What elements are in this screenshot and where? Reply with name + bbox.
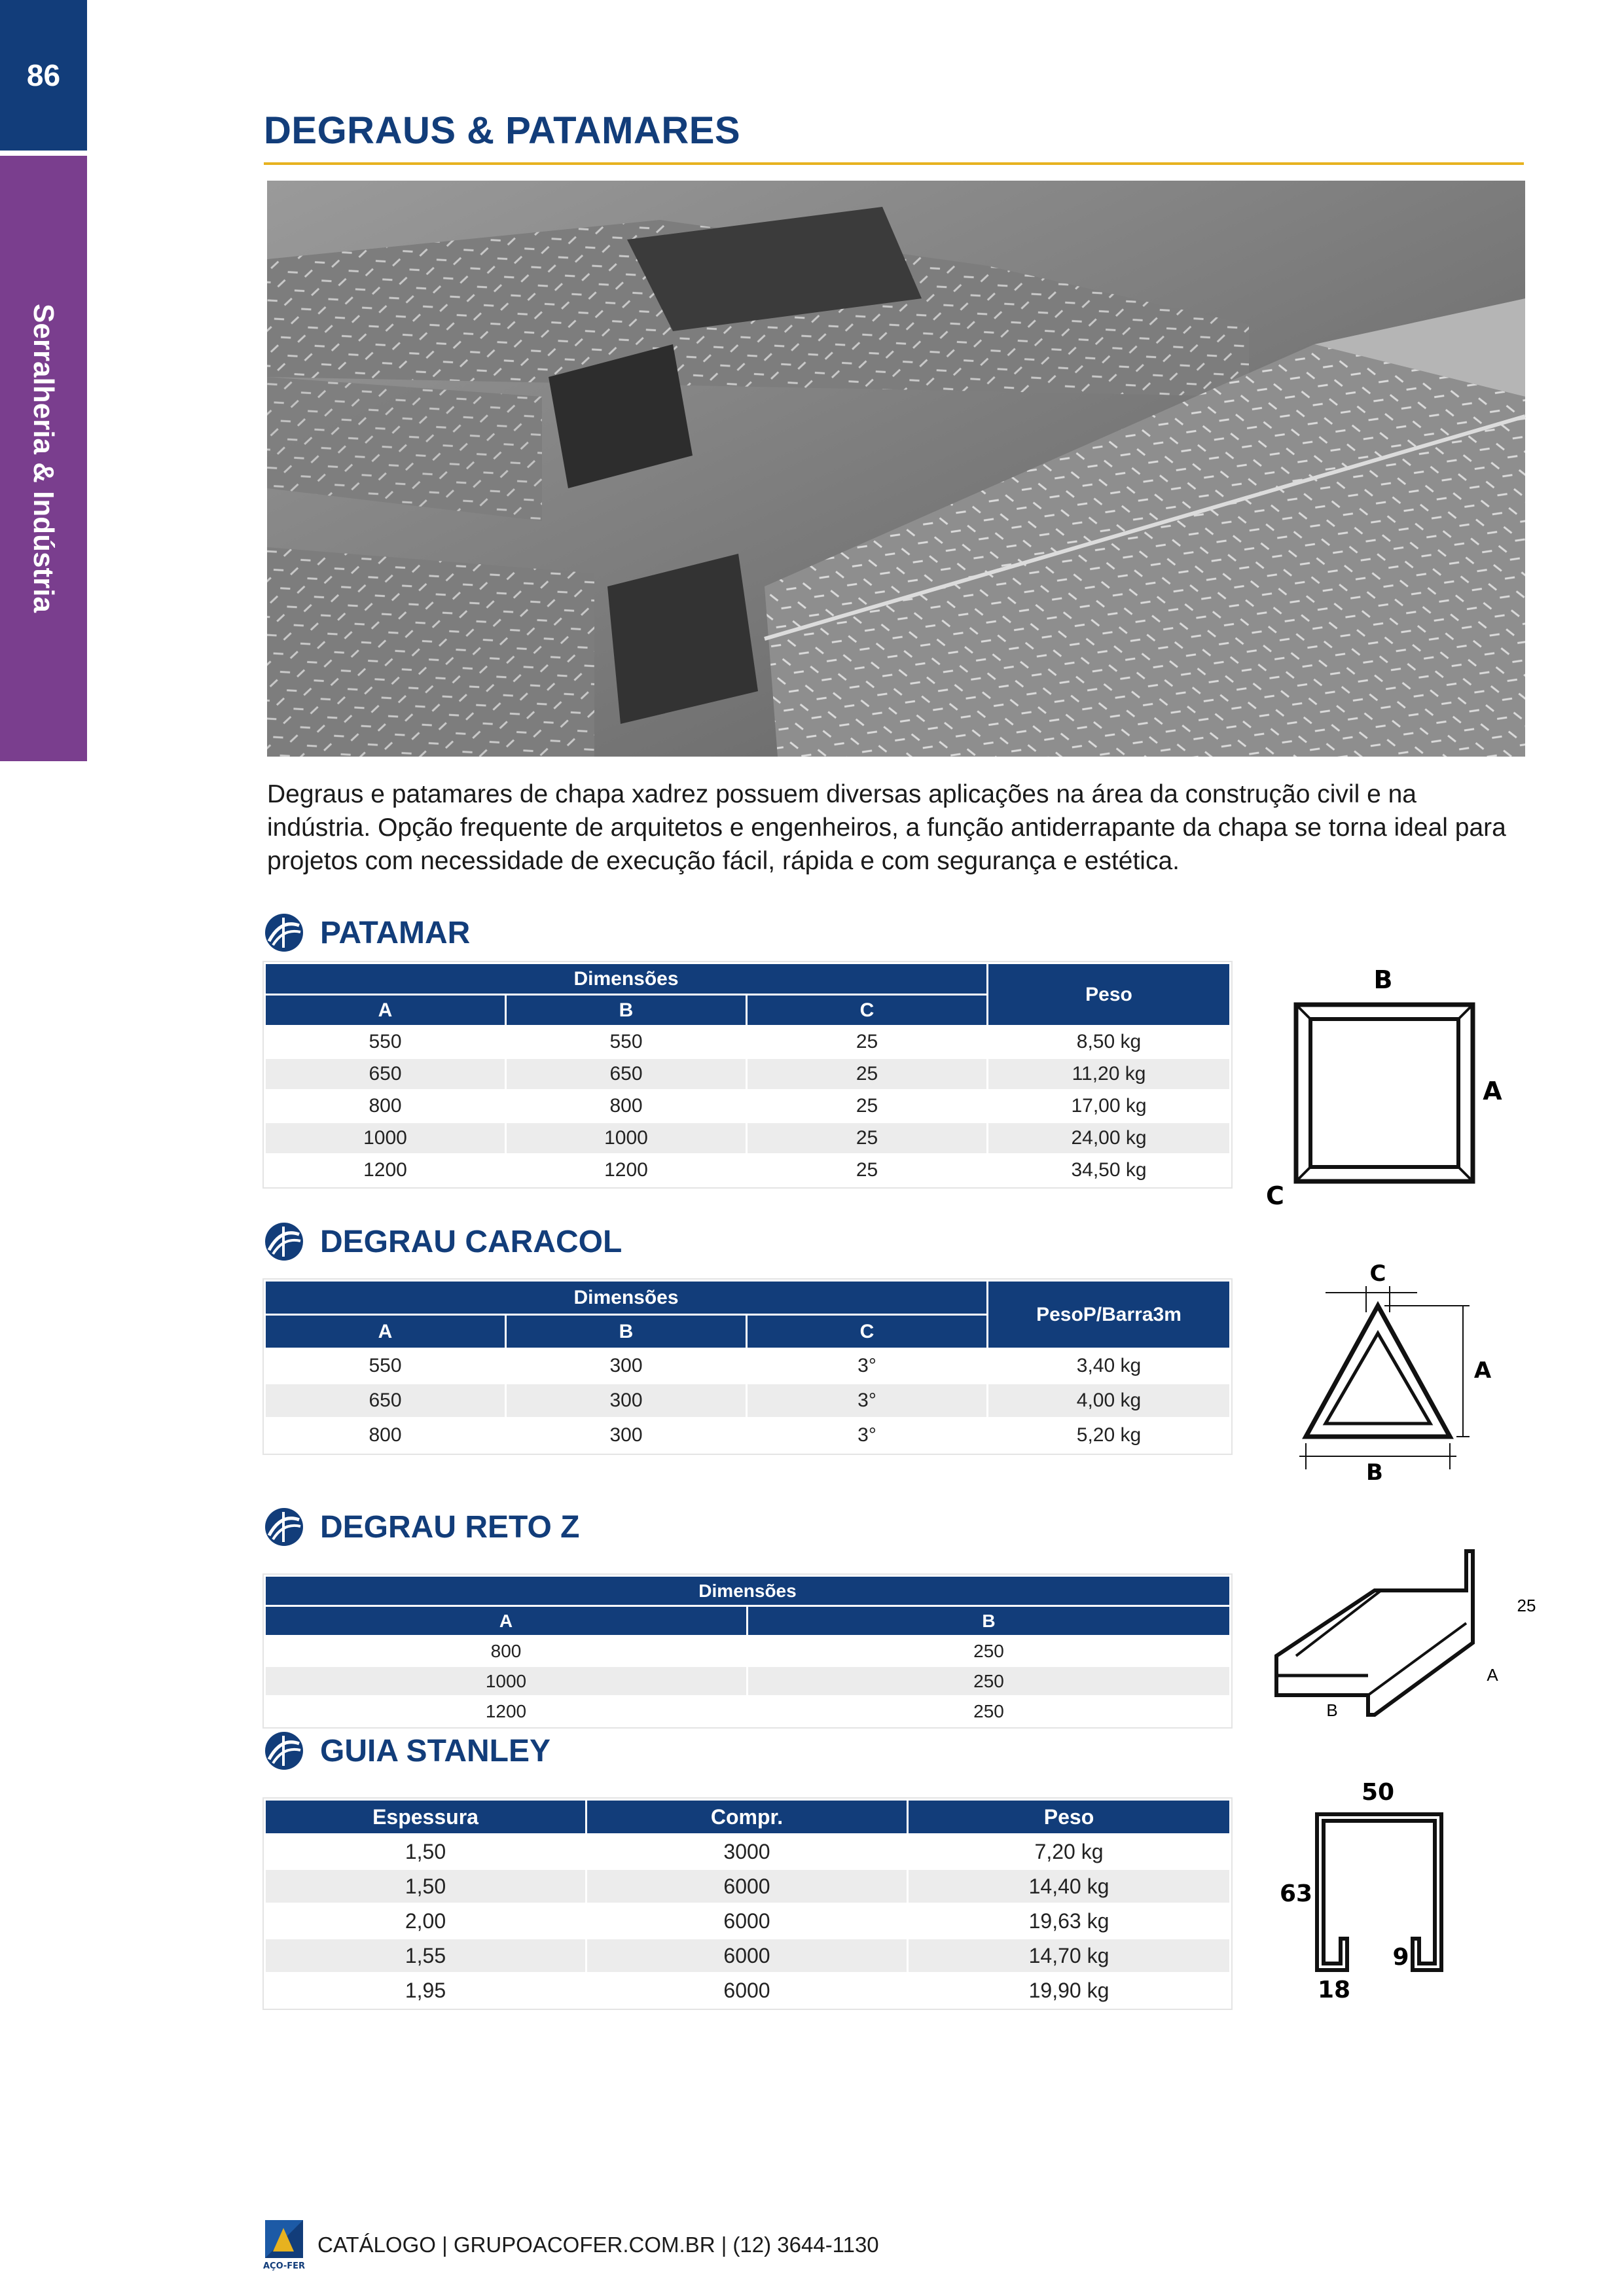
table-group-header: Dimensões	[265, 1576, 1231, 1606]
table-cell: 1000	[265, 1122, 506, 1155]
footer-text: CATÁLOGO | GRUPOACOFER.COM.BR | (12) 3644-1130	[317, 2233, 879, 2257]
table-row	[265, 1384, 1231, 1418]
patamar-heading	[264, 910, 470, 956]
table-cell: 25	[747, 1090, 988, 1122]
page-title: DEGRAUS & PATAMARES	[264, 109, 741, 152]
table-cell: 650	[265, 1384, 506, 1418]
table-cell: 14,40 kg	[908, 1869, 1231, 1904]
table-cell: 3,40 kg	[988, 1349, 1231, 1384]
table-cell: 1,95	[265, 1973, 586, 2008]
stanley-title: GUIA STANLEY	[320, 1733, 551, 1768]
table-header-weight: PesoP/Barra3m	[988, 1281, 1231, 1349]
drawing-label-a: A	[1473, 1357, 1492, 1384]
table-cell: 800	[506, 1090, 747, 1122]
table-cell: 800	[265, 1636, 748, 1666]
drawing-label-50: 50	[1361, 1779, 1395, 1806]
table-cell: 34,50 kg	[988, 1155, 1231, 1187]
table-cell: 250	[748, 1636, 1231, 1666]
table-row	[265, 1666, 1231, 1696]
table-cell: 19,90 kg	[908, 1973, 1231, 2008]
table-cell: 7,20 kg	[908, 1835, 1231, 1869]
drawing-label-a: A	[1483, 1077, 1502, 1105]
table-row	[265, 1904, 1231, 1939]
table-cell: 1200	[506, 1155, 747, 1187]
reto-z-drawing	[1270, 1545, 1545, 1741]
table-row	[265, 1026, 1231, 1058]
table-cell: 1000	[265, 1666, 748, 1696]
table-cell: 800	[265, 1418, 506, 1453]
reto-z-heading	[264, 1504, 579, 1550]
table-cell: 25	[747, 1122, 988, 1155]
reto-z-table	[264, 1575, 1231, 1727]
table-cell: 250	[748, 1666, 1231, 1696]
table-header-weight: Peso	[988, 963, 1231, 1026]
drawing-label-25: 25	[1517, 1596, 1536, 1615]
section-tab-label: Serralheria & Indústria	[27, 304, 60, 613]
drawing-label-c: C	[1369, 1261, 1386, 1287]
table-cell: 3°	[747, 1418, 988, 1453]
page-number: 86	[0, 0, 87, 151]
table-row	[265, 1939, 1231, 1973]
caracol-drawing	[1280, 1260, 1496, 1486]
title-rule	[264, 162, 1524, 165]
footer-logo-text: AÇO-FER	[262, 2261, 306, 2271]
table-cell: 250	[748, 1696, 1231, 1727]
brand-logo-icon	[264, 1731, 304, 1771]
table-cell: 1000	[506, 1122, 747, 1155]
table-header-b: B	[748, 1606, 1231, 1636]
acofer-logo-icon	[264, 2219, 304, 2271]
table-row	[265, 1835, 1231, 1869]
drawing-label-b: B	[1373, 965, 1393, 994]
table-cell: 550	[265, 1026, 506, 1058]
table-row	[265, 1090, 1231, 1122]
table-cell: 19,63 kg	[908, 1904, 1231, 1939]
table-header-a: A	[265, 1606, 748, 1636]
caracol-heading	[264, 1219, 622, 1265]
table-cell: 1,50	[265, 1869, 586, 1904]
table-cell: 1200	[265, 1155, 506, 1187]
caracol-title: DEGRAU CARACOL	[320, 1224, 623, 1259]
section-tab	[0, 156, 87, 761]
table-cell: 3000	[586, 1835, 908, 1869]
table-cell: 6000	[586, 1904, 908, 1939]
table-cell: 25	[747, 1155, 988, 1187]
table-header-a: A	[265, 1315, 506, 1349]
stanley-table	[264, 1799, 1231, 2009]
table-row	[265, 1122, 1231, 1155]
table-cell: 11,20 kg	[988, 1058, 1231, 1090]
table-cell: 650	[265, 1058, 506, 1090]
table-cell: 550	[506, 1026, 747, 1058]
table-cell: 14,70 kg	[908, 1939, 1231, 1973]
table-header-espessura: Espessura	[265, 1800, 586, 1835]
table-row	[265, 1058, 1231, 1090]
table-cell: 24,00 kg	[988, 1122, 1231, 1155]
product-photo	[267, 181, 1525, 757]
table-cell: 3°	[747, 1384, 988, 1418]
table-cell: 2,00	[265, 1904, 586, 1939]
table-cell: 300	[506, 1349, 747, 1384]
table-cell: 3°	[747, 1349, 988, 1384]
table-header-compr: Compr.	[586, 1800, 908, 1835]
table-row	[265, 1696, 1231, 1727]
table-cell: 4,00 kg	[988, 1384, 1231, 1418]
reto-z-title: DEGRAU RETO Z	[320, 1509, 580, 1545]
table-header-b: B	[506, 995, 747, 1026]
table-header-c: C	[747, 995, 988, 1026]
table-row	[265, 1973, 1231, 2008]
table-cell: 5,20 kg	[988, 1418, 1231, 1453]
patamar-title: PATAMAR	[320, 915, 471, 950]
table-cell: 1200	[265, 1696, 748, 1727]
table-cell: 300	[506, 1418, 747, 1453]
table-cell: 1,55	[265, 1939, 586, 1973]
table-row	[265, 1418, 1231, 1453]
caracol-table	[264, 1280, 1231, 1454]
table-cell: 800	[265, 1090, 506, 1122]
drawing-label-18: 18	[1317, 1977, 1351, 2003]
table-cell: 6000	[586, 1869, 908, 1904]
drawing-label-9: 9	[1392, 1944, 1409, 1971]
table-header-b: B	[506, 1315, 747, 1349]
table-cell: 550	[265, 1349, 506, 1384]
table-cell: 8,50 kg	[988, 1026, 1231, 1058]
table-row	[265, 1349, 1231, 1384]
patamar-drawing	[1263, 962, 1502, 1211]
brand-logo-icon	[264, 912, 304, 953]
table-group-header: Dimensões	[265, 1281, 988, 1315]
table-cell: 25	[747, 1026, 988, 1058]
footer	[264, 2219, 879, 2271]
table-cell: 25	[747, 1058, 988, 1090]
stanley-heading	[264, 1728, 550, 1774]
table-cell: 6000	[586, 1973, 908, 2008]
table-row	[265, 1636, 1231, 1666]
table-cell: 1,50	[265, 1835, 586, 1869]
stanley-drawing	[1276, 1780, 1473, 2003]
drawing-label-63: 63	[1279, 1880, 1313, 1907]
table-cell: 17,00 kg	[988, 1090, 1231, 1122]
drawing-label-b: B	[1366, 1460, 1383, 1486]
table-header-c: C	[747, 1315, 988, 1349]
patamar-table	[264, 962, 1231, 1187]
table-group-header: Dimensões	[265, 963, 988, 995]
table-cell: 300	[506, 1384, 747, 1418]
intro-paragraph: Degraus e patamares de chapa xadrez possuem diversas aplicações na área da construção civil e na indústria. Opção frequente de arquitetos e engenheiros, a função antiderrapante da chapa se torna ideal para projetos com necessidade de execução fácil, rápida e com segurança e estética.	[267, 780, 1506, 875]
drawing-label-c: C	[1266, 1181, 1284, 1210]
brand-logo-icon	[264, 1221, 304, 1262]
table-row	[265, 1155, 1231, 1187]
table-header-a: A	[265, 995, 506, 1026]
table-cell: 6000	[586, 1939, 908, 1973]
brand-logo-icon	[264, 1507, 304, 1547]
table-header-peso: Peso	[908, 1800, 1231, 1835]
table-cell: 650	[506, 1058, 747, 1090]
table-row	[265, 1869, 1231, 1904]
drawing-label-a: A	[1487, 1665, 1498, 1685]
drawing-label-b: B	[1326, 1700, 1338, 1720]
